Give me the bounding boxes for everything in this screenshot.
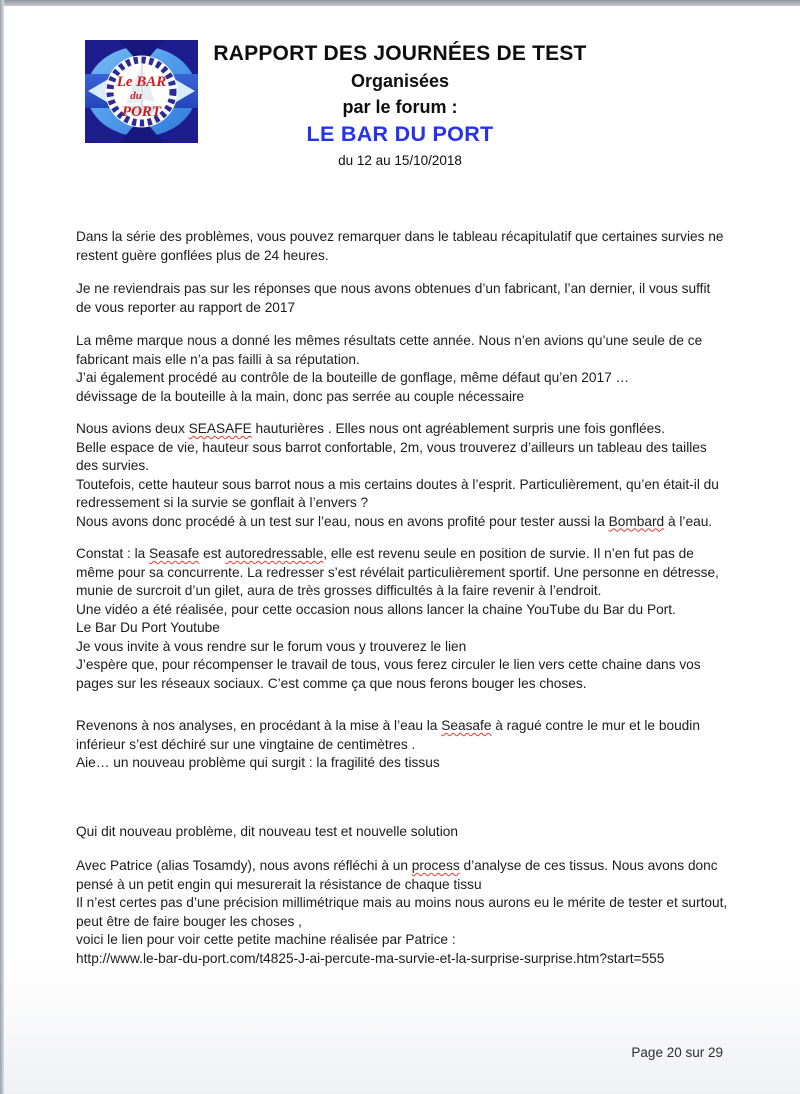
paragraph: Avec Patrice (alias Tosamdy), nous avons réfléchi à un process d’analyse de ces tissus. Nous avons donc pensé à un petit engin qui mesurerait la résistance de chaque tissu Il n’est certes pas d’une précision millimétrique mais au moins nous aurons eu le mérite de tester et surtout, peut être de faire bouger les choses , voici le lien pour voir cette petite machine réalisée par Patrice : http://www.le-bar-du-port.com/t4825-J-ai-percute-ma-survie-et-la-surprise-surprise.htm?start=555	[76, 858, 728, 966]
logo-text-line2: du	[130, 90, 142, 102]
paragraph: La même marque nous a donné les mêmes résultats cette année. Nous n’en avions qu’une seule de ce fabricant mais elle n’a pas failli à sa réputation. J’ai également procédé au contrôle de la bouteille de gonflage, même défaut qu’en 2017 … dévissage de la bouteille à la main, donc pas serrée au couple nécessaire	[76, 333, 703, 404]
report-header	[0, 40, 800, 172]
document-body	[76, 228, 728, 968]
paragraph: Qui dit nouveau problème, dit nouveau test et nouvelle solution	[76, 823, 458, 839]
report-title: RAPPORT DES JOURNÉES DE TEST	[213, 42, 587, 65]
logo-text-line3: PORT	[121, 104, 162, 120]
paragraph: Constat : la Seasafe est autoredressable, elle est revenu seule en position de survie. Il n’en fut pas de même pour sa concurrente. La redresser s’est révélait particulièrement sportif. Une personne en détresse, munie de surcroit d’un gilet, aura de très grosses difficultés à la faire revenir à l’endroit. Une vidéo a été réalisée, pour cette occasion nous allons lancer la chaine YouTube du Bar du Port. Le Bar Du Port Youtube Je vous invite à vous rendre sur le forum vous y trouverez le lien J’espère que, pour récompenser le travail de tous, vous ferez circuler le lien vers cette chaine dans vos pages sur les réseaux sociaux. C’est comme ça que nous ferons bouger les choses.	[76, 546, 719, 691]
report-subtitle-1: Organisées	[350, 71, 450, 91]
report-date-range: du 12 au 15/10/2018	[338, 153, 462, 168]
logo-text-line1: Le BAR	[116, 74, 167, 90]
report-subtitle-2: par le forum :	[342, 97, 458, 117]
paragraph: Nous avions deux SEASAFE hauturières . Elles nous ont agréablement surpris une fois gonflées. Belle espace de vie, hauteur sous barrot confortable, 2m, vous trouverez d’ailleurs un tableau des tailles des survies. Toutefois, cette hauteur sous barrot nous a mis certains doutes à l’esprit. Particulièrement, qu’en était-il du redressement si la survie se gonflait à l’envers ? Nous avons donc procédé à un test sur l’eau, nous en avons profité pour tester aussi la Bombard à l’eau.	[76, 421, 719, 529]
page-number: Page 20 sur 29	[631, 1045, 723, 1060]
paragraph: Dans la série des problèmes, vous pouvez remarquer dans le tableau récapitulatif que certaines survies ne restent guère gonflées plus de 24 heures.	[76, 229, 724, 263]
paragraph: Je ne reviendrais pas sur les réponses que nous avons obtenues d’un fabricant, l’an dernier, il vous suffit de vous reporter au rapport de 2017	[76, 281, 711, 315]
paragraph: Revenons à nos analyses, en procédant à la mise à l’eau la Seasafe à ragué contre le mur et le boudin inférieur s’est déchiré sur une vingtaine de centimètres . Aie… un nouveau problème qui surgit : la fragilité des tissus	[76, 718, 700, 770]
forum-name: LE BAR DU PORT	[306, 122, 494, 146]
viewer-edge-top	[0, 0, 800, 6]
